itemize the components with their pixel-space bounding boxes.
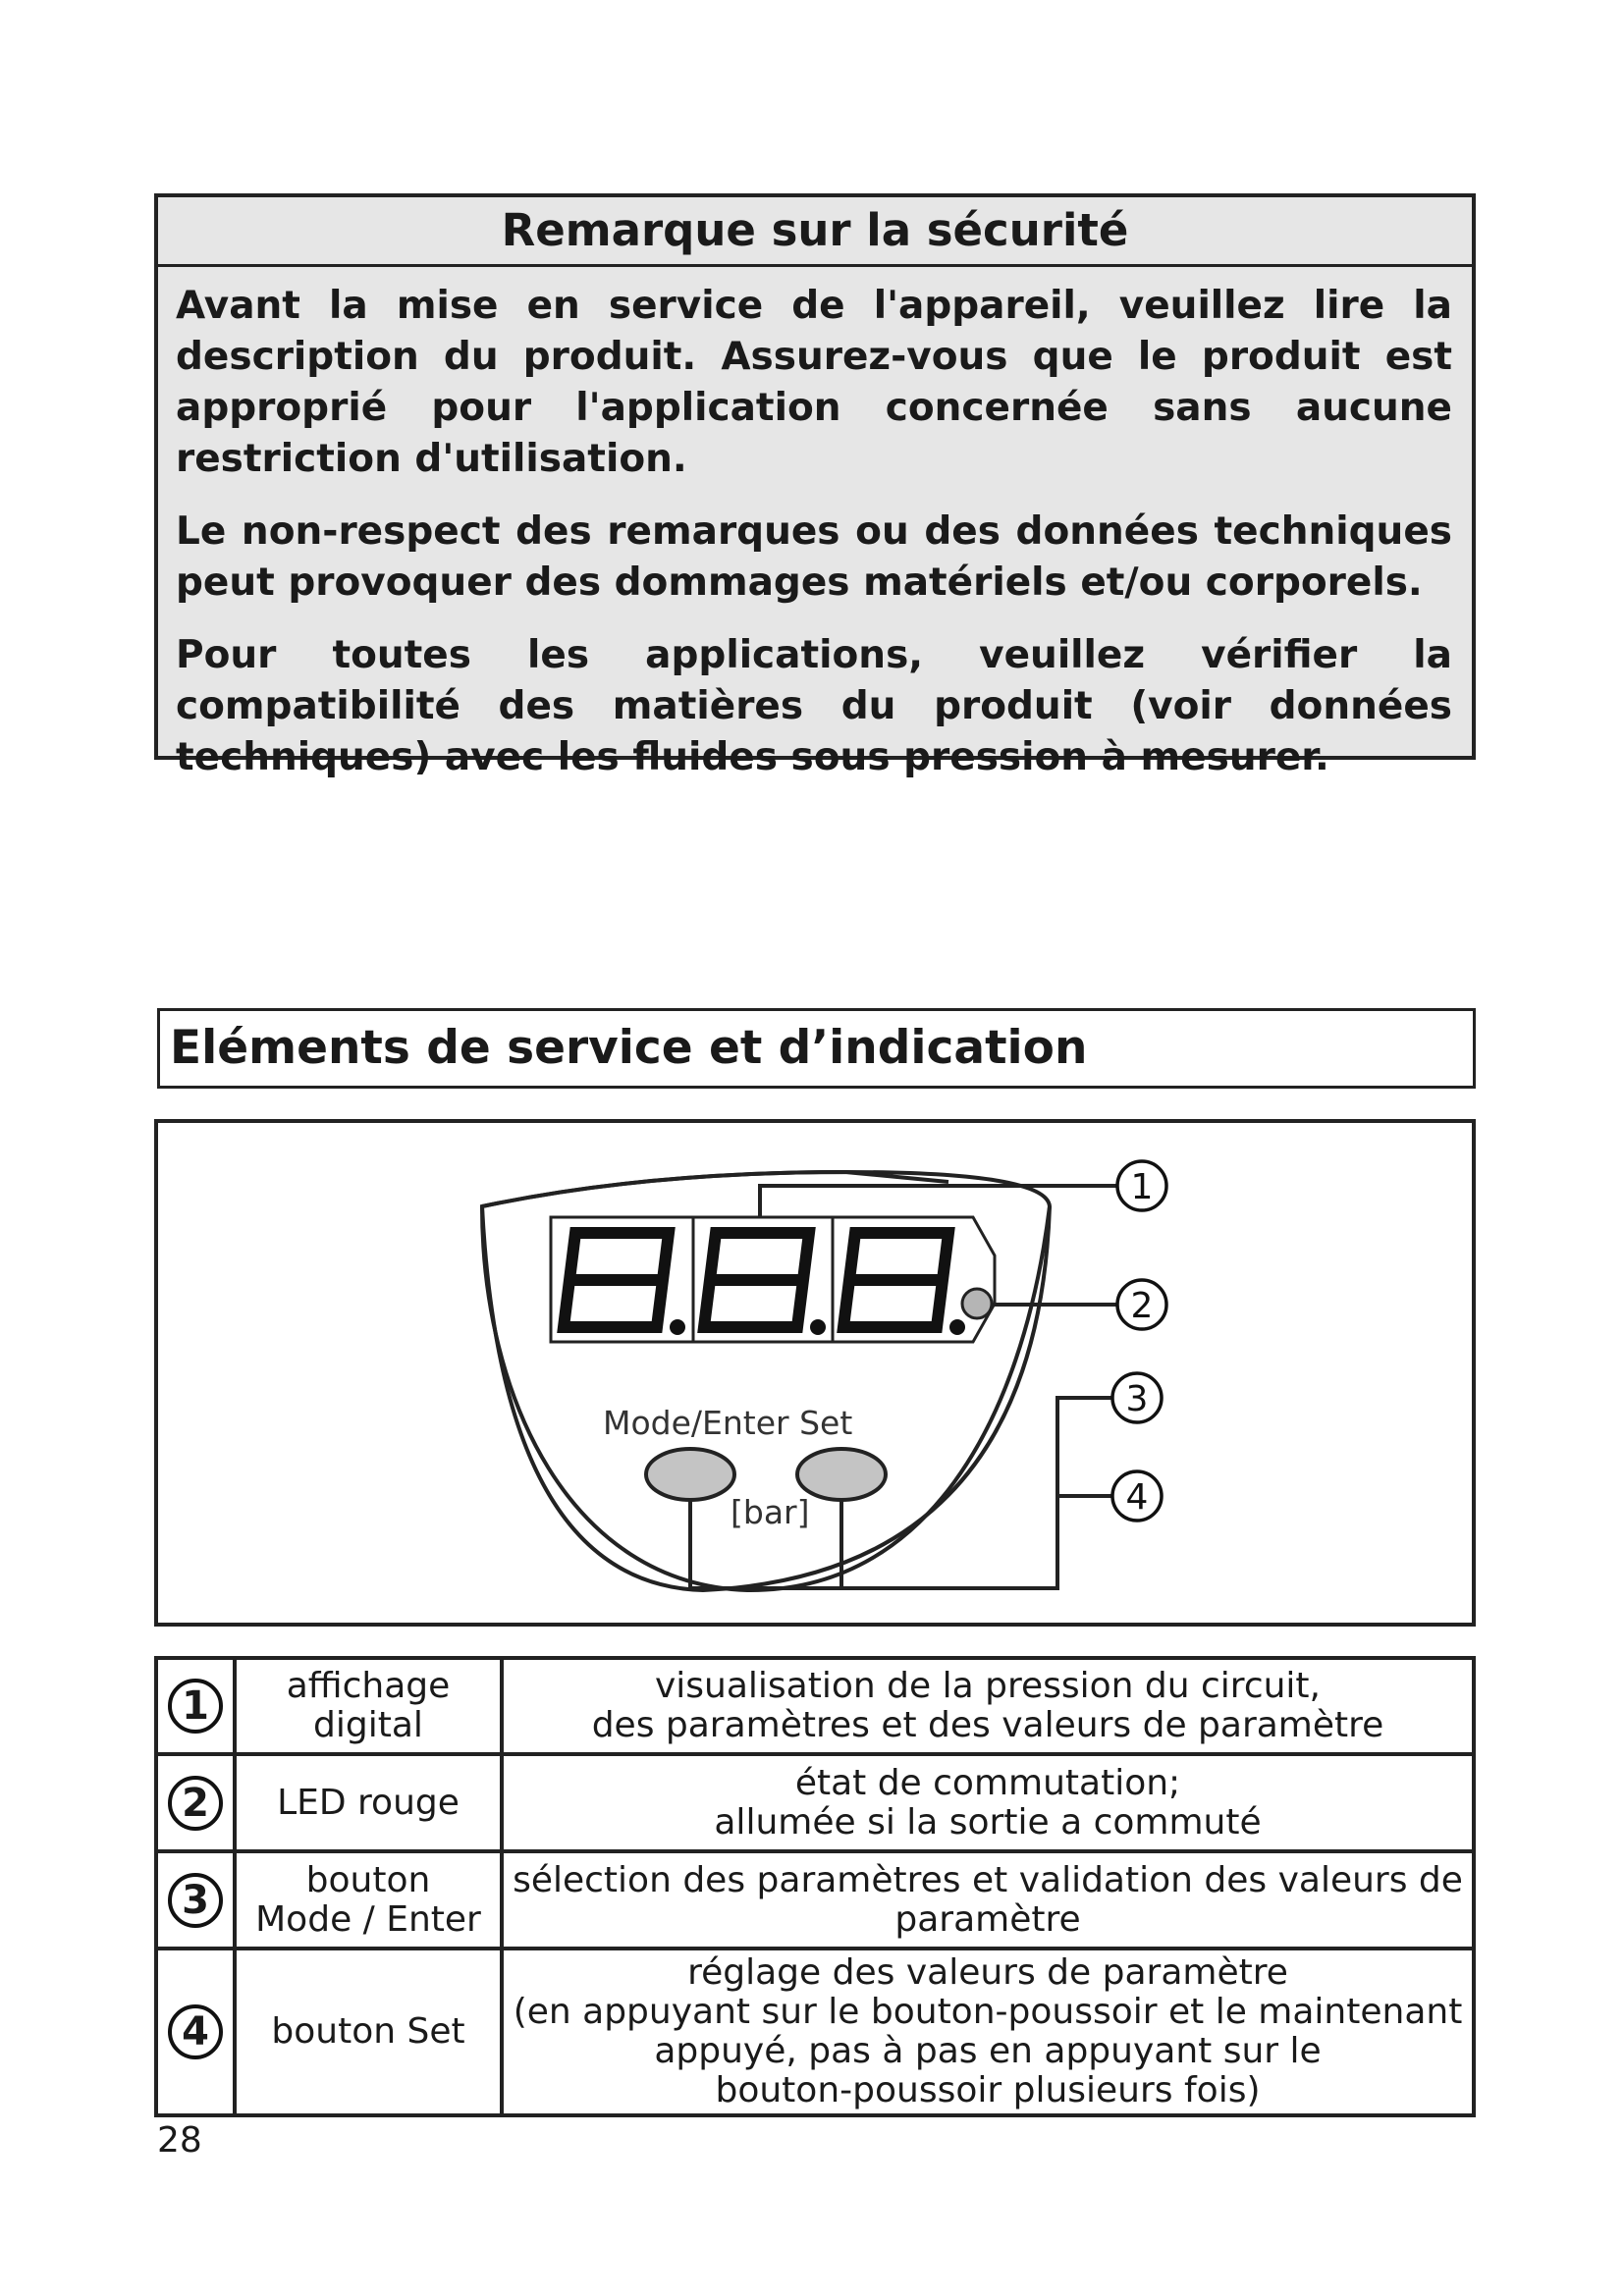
svg-text:3: 3 [1125,1379,1149,1419]
decimal-point [949,1319,965,1335]
element-name [235,1851,502,1949]
description-line: (en appuyant sur le bouton-poussoir et le maintenant [513,1992,1463,2032]
decimal-point [670,1319,685,1335]
description-line: paramètre [894,1898,1081,1940]
element-name [235,1754,502,1851]
button-labels: Mode/Enter Set [603,1404,853,1442]
safety-paragraph: Le non-respect des remarques ou des données techniques peut provoquer des dommages matériels et/ou corporels. [176,509,1452,605]
seven-segment-digit [564,1233,669,1327]
table-row [156,1851,1474,1949]
description-line: allumée si la sortie a commuté [714,1801,1262,1842]
page-number: 28 [157,2120,202,2161]
red-led [962,1289,992,1318]
section-title: Eléments de service et d’indication [157,1008,1476,1089]
table-row [156,1658,1474,1754]
element-name-line: Mode / Enter [255,1898,481,1940]
element-description [502,1851,1474,1949]
element-name [235,1658,502,1754]
element-description [502,1658,1474,1754]
callout-1 [1117,1161,1166,1210]
safety-paragraph: Pour toutes les applications, veuillez vérifier la compatibilité des matières du produit (voir données techniques) avec les fluides sous pression à mesurer. [176,633,1452,779]
element-name-line: LED rouge [277,1782,460,1823]
callout-3 [1112,1373,1162,1422]
table-row [156,1949,1474,2115]
svg-text:1: 1 [1130,1167,1154,1207]
safety-title: Remarque sur la sécurité [158,197,1472,267]
callout-4 [1112,1471,1162,1521]
element-name-line: bouton [305,1859,431,1900]
device-illustration [158,1123,1480,1630]
svg-text:2: 2 [1130,1286,1154,1326]
element-description [502,1949,1474,2115]
description-line: visualisation de la pression du circuit, [654,1666,1321,1706]
safety-paragraph: Avant la mise en service de l'appareil, veuillez lire la description du produit. Assurez-vous que le produit est approprié pour l'application concernée sans aucune restriction d'utilisation. [176,284,1452,481]
callout-number-4: 4 [168,2004,223,2059]
decimal-point [810,1319,826,1335]
element-name-line: affichage [286,1666,451,1706]
device-diagram [154,1119,1476,1627]
description-line: état de commutation; [794,1762,1181,1803]
description-line: appuyé, pas à pas en appuyant sur le [654,2031,1322,2071]
set-button [797,1449,886,1500]
element-description [502,1754,1474,1851]
mode-enter-button [646,1449,734,1500]
callout-number-2: 2 [168,1776,223,1831]
safety-body [158,267,1472,783]
seven-segment-digit [843,1233,948,1327]
element-name-line: bouton Set [271,2011,465,2052]
description-line: des paramètres et des valeurs de paramètre [591,1705,1384,1745]
safety-notice-box [154,193,1476,779]
callout-2 [1117,1280,1166,1329]
seven-segment-digit [704,1233,809,1327]
legend-table [154,1656,1476,2117]
description-line: bouton-poussoir plusieurs fois) [715,2070,1261,2110]
element-name [235,1949,502,2115]
callout-number-3: 3 [168,1873,223,1928]
svg-text:4: 4 [1125,1477,1149,1518]
unit-label: [bar] [731,1493,810,1531]
description-line: sélection des paramètres et validation des valeurs de [513,1859,1463,1900]
table-row [156,1754,1474,1851]
description-line: réglage des valeurs de paramètre [687,1952,1288,1993]
callout-number-1: 1 [168,1679,223,1734]
element-name-line: digital [313,1705,423,1745]
